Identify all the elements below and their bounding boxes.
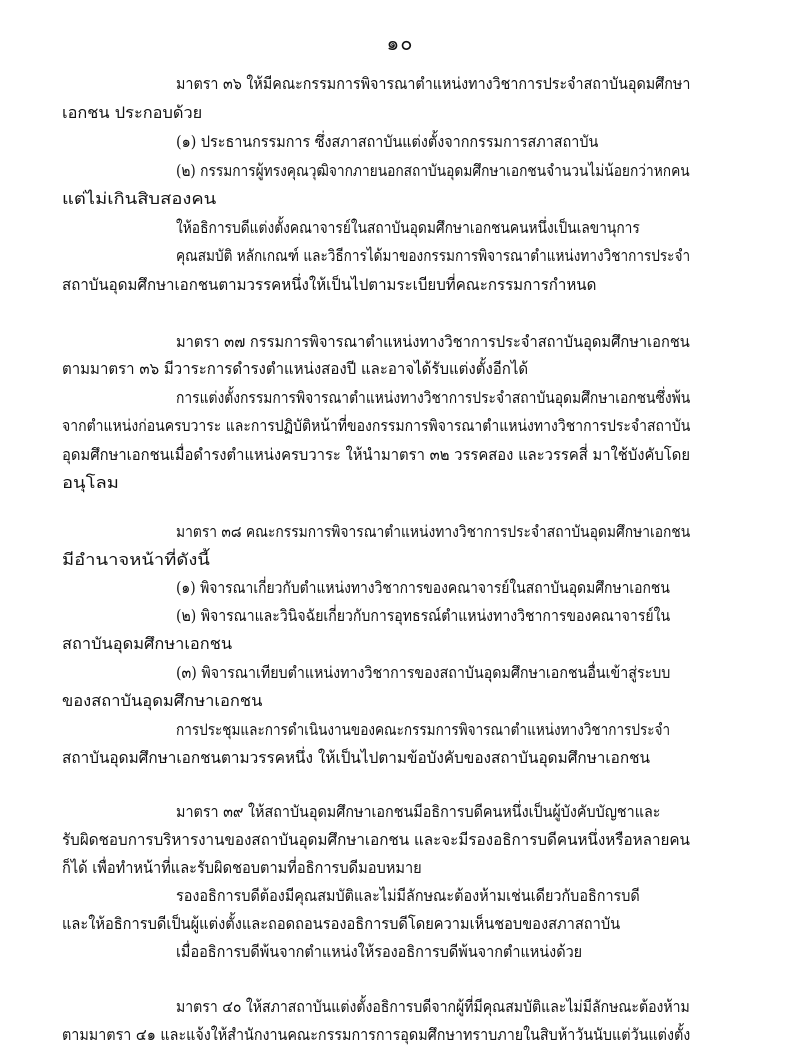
text-line: คุณสมบัติ หลักเกณฑ์ และวิธีการได้มาของกรรมการพิจารณาตำแหน่งทางวิชาการประจำ	[176, 246, 691, 265]
text-line: จากตำแหน่งก่อนครบวาระ และการปฏิบัติหน้าที่ของกรรมการพิจารณาตำแหน่งทางวิชาการประจำสถาบัน	[62, 416, 691, 435]
text-line: (๑) พิจารณาเกี่ยวกับตำแหน่งทางวิชาการของคณาจารย์ในสถาบันอุดมศึกษาเอกชน	[176, 578, 670, 597]
text-line: มาตรา ๓๘ คณะกรรมการพิจารณาตำแหน่งทางวิชาการประจำสถาบันอุดมศึกษาเอกชน	[176, 522, 691, 541]
text-line: รับผิดชอบการบริหารงานของสถาบันอุดมศึกษาเอกชน และจะมีรองอธิการบดีคนหนึ่งหรือหลายคน	[62, 830, 690, 849]
text-line: มีอำนาจหน้าที่ดังนี้	[62, 550, 210, 569]
text-line: ให้อธิการบดีแต่งตั้งคณาจารย์ในสถาบันอุดมศึกษาเอกชนคนหนึ่งเป็นเลขานุการ	[176, 218, 640, 237]
text-line: อุดมศึกษาเอกชนเมื่อดำรงตำแหน่งครบวาระ ให้นำมาตรา ๓๒ วรรคสอง และวรรคสี่ มาใช้บังคับโดย	[62, 445, 690, 464]
text-line: (๓) พิจารณาเทียบตำแหน่งทางวิชาการของสถาบันอุดมศึกษาเอกชนอื่นเข้าสู่ระบบ	[176, 663, 671, 682]
text-line: มาตรา ๓๗ กรรมการพิจารณาตำแหน่งทางวิชาการประจำสถาบันอุดมศึกษาเอกชน	[176, 332, 690, 351]
text-line: มาตรา ๓๖ ให้มีคณะกรรมการพิจารณาตำแหน่งทางวิชาการประจำสถาบันอุดมศึกษา	[176, 74, 691, 93]
text-line: รองอธิการบดีต้องมีคุณสมบัติและไม่มีลักษณะต้องห้ามเช่นเดียวกับอธิการบดี	[176, 886, 640, 905]
text-line: การแต่งตั้งกรรมการพิจารณาตำแหน่งทางวิชาการประจำสถาบันอุดมศึกษาเอกชนซึ่งพ้น	[176, 388, 691, 407]
text-line: ก็ได้ เพื่อทำหน้าที่และรับผิดชอบตามที่อธิการบดีมอบหมาย	[62, 858, 422, 877]
text-line: เมื่ออธิการบดีพ้นจากตำแหน่งให้รองอธิการบดีพ้นจากตำแหน่งด้วย	[176, 942, 583, 961]
text-line: ตามมาตรา ๓๖ มีวาระการดำรงตำแหน่งสองปี และอาจได้รับแต่งตั้งอีกได้	[62, 359, 529, 378]
text-line: ตามมาตรา ๔๑ และแจ้งให้สำนักงานคณะกรรมการการอุดมศึกษาทราบภายในสิบห้าวันนับแต่วันแต่งตั้ง	[62, 1025, 691, 1044]
text-line: มาตรา ๓๙ ให้สถาบันอุดมศึกษาเอกชนมีอธิการบดีคนหนึ่งเป็นผู้บังคับบัญชาและ	[176, 802, 661, 821]
text-line: ของสถาบันอุดมศึกษาเอกชน	[62, 691, 263, 710]
text-line: และให้อธิการบดีเป็นผู้แต่งตั้งและถอดถอนรองอธิการบดีโดยความเห็นชอบของสภาสถาบัน	[62, 914, 621, 933]
text-line: แต่ไม่เกินสิบสองคน	[62, 189, 217, 208]
text-line: สถาบันอุดมศึกษาเอกชนตามวรรคหนึ่ง ให้เป็นไปตามข้อบังคับของสถาบันอุดมศึกษาเอกชน	[62, 748, 650, 767]
page-number: ๑๐	[386, 31, 414, 55]
text-line: มาตรา ๔๐ ให้สภาสถาบันแต่งตั้งอธิการบดีจากผู้ที่มีคุณสมบัติและไม่มีลักษณะต้องห้าม	[176, 997, 690, 1016]
text-line: (๒) พิจารณาและวินิจฉัยเกี่ยวกับการอุทธรณ์ตำแหน่งทางวิชาการของคณาจารย์ใน	[176, 606, 671, 625]
text-line: การประชุมและการดำเนินงานของคณะกรรมการพิจารณาตำแหน่งทางวิชาการประจำ	[176, 720, 671, 739]
text-line: อนุโลม	[62, 473, 119, 492]
text-line: สถาบันอุดมศึกษาเอกชน	[62, 634, 233, 653]
text-line: เอกชน ประกอบด้วย	[62, 103, 203, 122]
text-line: (๒) กรรมการผู้ทรงคุณวุฒิจากภายนอกสถาบันอุดมศึกษาเอกชนจำนวนไม่น้อยกว่าหกคน	[176, 161, 690, 180]
text-line: สถาบันอุดมศึกษาเอกชนตามวรรคหนึ่งให้เป็นไปตามระเบียบที่คณะกรรมการกำหนด	[62, 275, 597, 294]
text-line: (๑) ประธานกรรมการ ซึ่งสภาสถาบันแต่งตั้งจากกรรมการสภาสถาบัน	[176, 132, 599, 151]
